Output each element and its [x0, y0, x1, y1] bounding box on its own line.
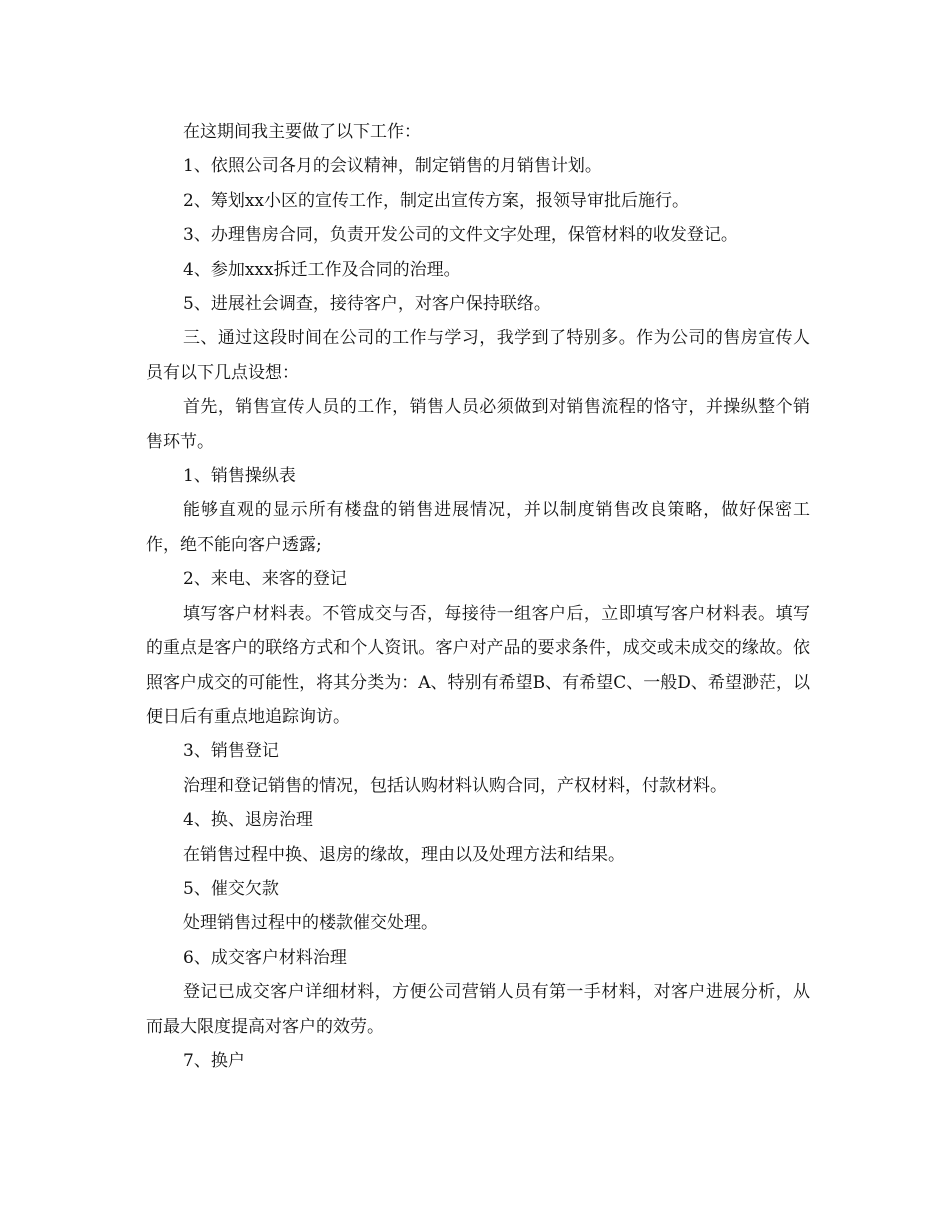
heading-collect-arrears: 5、催交欠款	[183, 878, 279, 899]
paragraph-call-visit-registration: 填写客户材料表。不管成交与否，每接待一组客户后，立即填写客户材料表。填写的重点是客户的联络方式和个人资讯。客户对产品的要求条件，成交或未成交的缘故。依照客户成交的可能性，将其分类为：A、特别有希望B、有希望C、一般D、希望渺茫，以便日后有重点地追踪询访。	[146, 603, 810, 727]
paragraph-collect-arrears: 处理销售过程中的楼款催交处理。	[183, 913, 438, 934]
document-body	[146, 115, 810, 1078]
paragraph-exchange-return: 在销售过程中换、退房的缘故，理由以及处理方法和结果。	[183, 844, 625, 865]
heading-exchange-return: 4、换、退房治理	[183, 810, 313, 831]
heading-sales-registration: 3、销售登记	[183, 741, 279, 762]
paragraph-sales-control-table: 能够直观的显示所有楼盘的销售进展情况，并以制度销售改良策略，做好保密工作，绝不能向客户透露;	[146, 500, 810, 555]
paragraph-client-data-management: 登记已成交客户详细材料，方便公司营销人员有第一手材料，对客户进展分析，从而最大限度提高对客户的效劳。	[146, 982, 810, 1037]
paragraph-work-intro: 在这期间我主要做了以下工作：	[183, 122, 421, 142]
paragraph-item-3: 3、办理售房合同，负责开发公司的文件文字处理，保管材料的收发登记。	[183, 225, 738, 246]
paragraph-item-2: 2、筹划xx小区的宣传工作，制定出宣传方案，报领导审批后施行。	[183, 190, 689, 211]
paragraph-section-three: 三、通过这段时间在公司的工作与学习，我学到了特别多。作为公司的售房宣传人员有以下几点设想：	[146, 328, 810, 383]
heading-client-data-management: 6、成交客户材料治理	[183, 947, 347, 968]
paragraph-first: 首先，销售宣传人员的工作，销售人员必须做到对销售流程的恪守，并操纵整个销售环节。	[146, 397, 810, 452]
paragraph-item-1: 1、依照公司各月的会议精神，制定销售的月销售计划。	[183, 156, 602, 177]
paragraph-item-4: 4、参加xxx拆迁工作及合同的治理。	[183, 259, 461, 280]
heading-call-visit-registration: 2、来电、来客的登记	[183, 569, 347, 590]
paragraph-item-5: 5、进展社会调查，接待客户，对客户保持联络。	[183, 294, 551, 315]
heading-change-household: 7、换户	[183, 1050, 245, 1071]
heading-sales-control-table: 1、销售操纵表	[183, 466, 296, 487]
paragraph-sales-registration: 治理和登记销售的情况，包括认购材料认购合同，产权材料，付款材料。	[183, 775, 727, 796]
